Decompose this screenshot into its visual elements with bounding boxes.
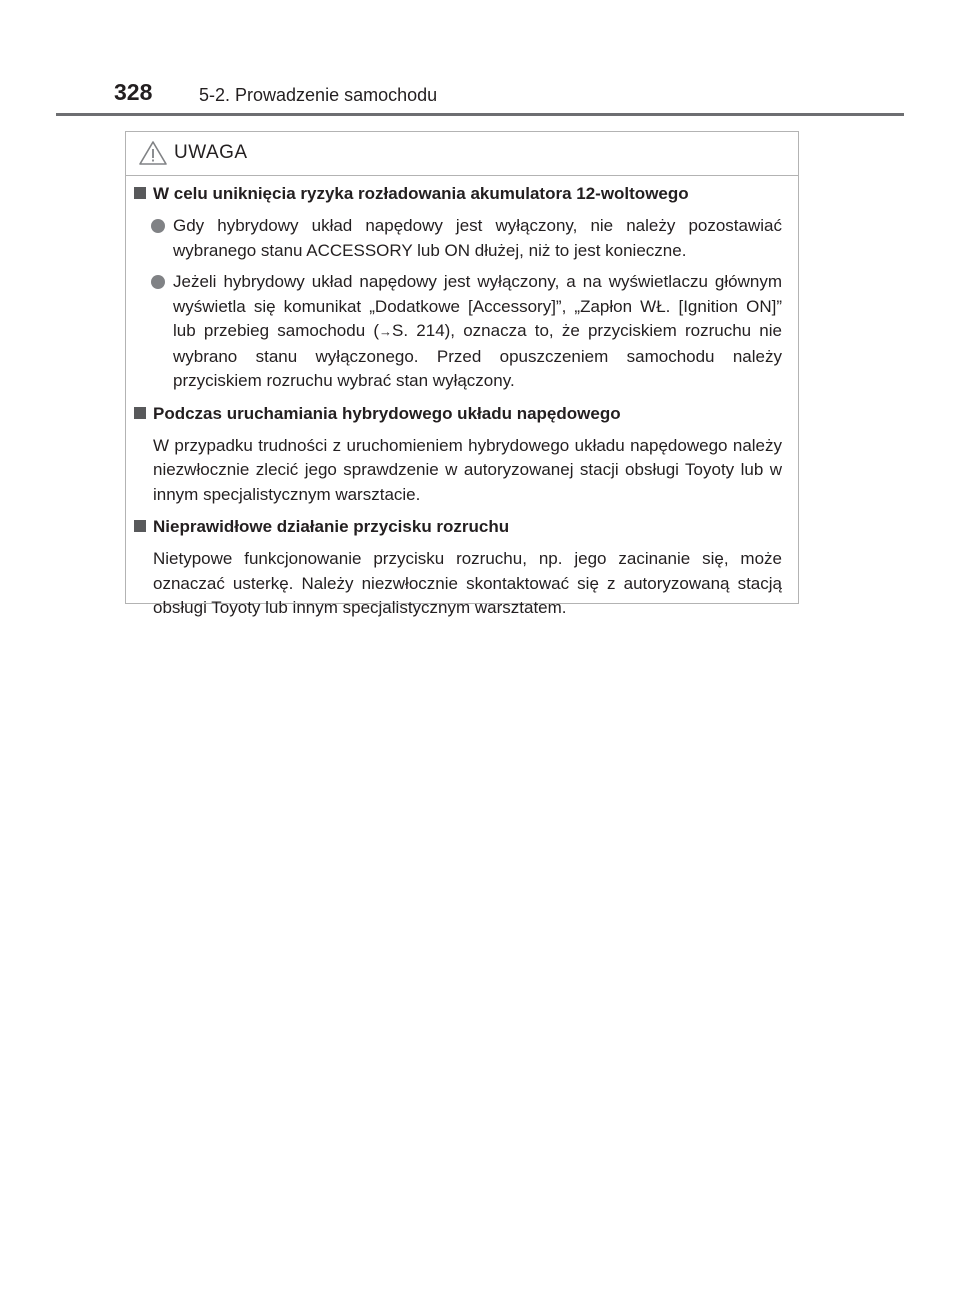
page-number: 328 xyxy=(114,79,153,105)
square-bullet-icon xyxy=(134,187,146,199)
item-heading-battery xyxy=(131,181,782,206)
item-heading-button-malfunction xyxy=(131,514,782,539)
warning-label: UWAGA xyxy=(174,142,248,163)
item-paragraph: W przypadku trudności z uruchomieniem hybrydowego układu napędowego należy niezwłocznie zlecić jego sprawdzenie w autoryzowanej stacji obsługi Toyoty lub w innym specjalistycznym warsztacie. xyxy=(153,435,782,504)
square-bullet-icon xyxy=(134,407,146,419)
list-item xyxy=(131,214,782,263)
header-divider xyxy=(56,113,904,116)
list-item-text: Gdy hybrydowy układ napędowy jest wyłączony, nie należy pozostawiać wybranego stanu ACCESSORY lub ON dłużej, niż to jest konieczne. xyxy=(173,216,782,260)
warning-content xyxy=(126,176,798,628)
warning-triangle-icon xyxy=(138,140,168,166)
item-heading-text: W celu uniknięcia ryzyka rozładowania akumulatora 12-woltowego xyxy=(153,184,689,203)
warning-box xyxy=(125,131,799,617)
item-paragraph: Nietypowe funkcjonowanie przycisku rozruchu, np. jego zacinanie się, może oznaczać usterkę. Należy niezwłocznie skontaktować się z autoryzowaną stacją obsługi Toyoty lub innym specjalistycznym warsztatem. xyxy=(153,549,782,617)
round-bullet-icon xyxy=(151,275,165,289)
list-item xyxy=(131,270,782,394)
arrow-right-icon: → xyxy=(379,324,393,339)
square-bullet-icon xyxy=(134,520,146,532)
warning-header xyxy=(126,132,798,176)
round-bullet-icon xyxy=(151,219,165,233)
item-heading-text: Podczas uruchamiania hybrydowego układu napędowego xyxy=(153,403,621,423)
list-item-text-before-ref: Jeżeli hybrydowy układ napędowy jest wyłączony, a na wyświetlaczu głównym wyświetla się komunikat „Dodatkowe [Accessory]”, „Zapłon WŁ. [Ignition ON]” lub przebieg samochodu ( xyxy=(173,272,782,340)
item-heading-text: Nieprawidłowe działanie przycisku rozruchu xyxy=(153,517,510,536)
list-item-text-after-ref: S. 214), oznacza to, że przyciskiem rozruchu nie wybrano stanu wyłączonego. Przed opuszczeniem samochodu należy przyciskiem rozruchu wybrać stan wyłączony. xyxy=(173,321,782,390)
item-heading-starting xyxy=(131,401,782,426)
page-header xyxy=(0,0,960,120)
section-title: 5-2. Prowadzenie samochodu xyxy=(199,85,438,105)
